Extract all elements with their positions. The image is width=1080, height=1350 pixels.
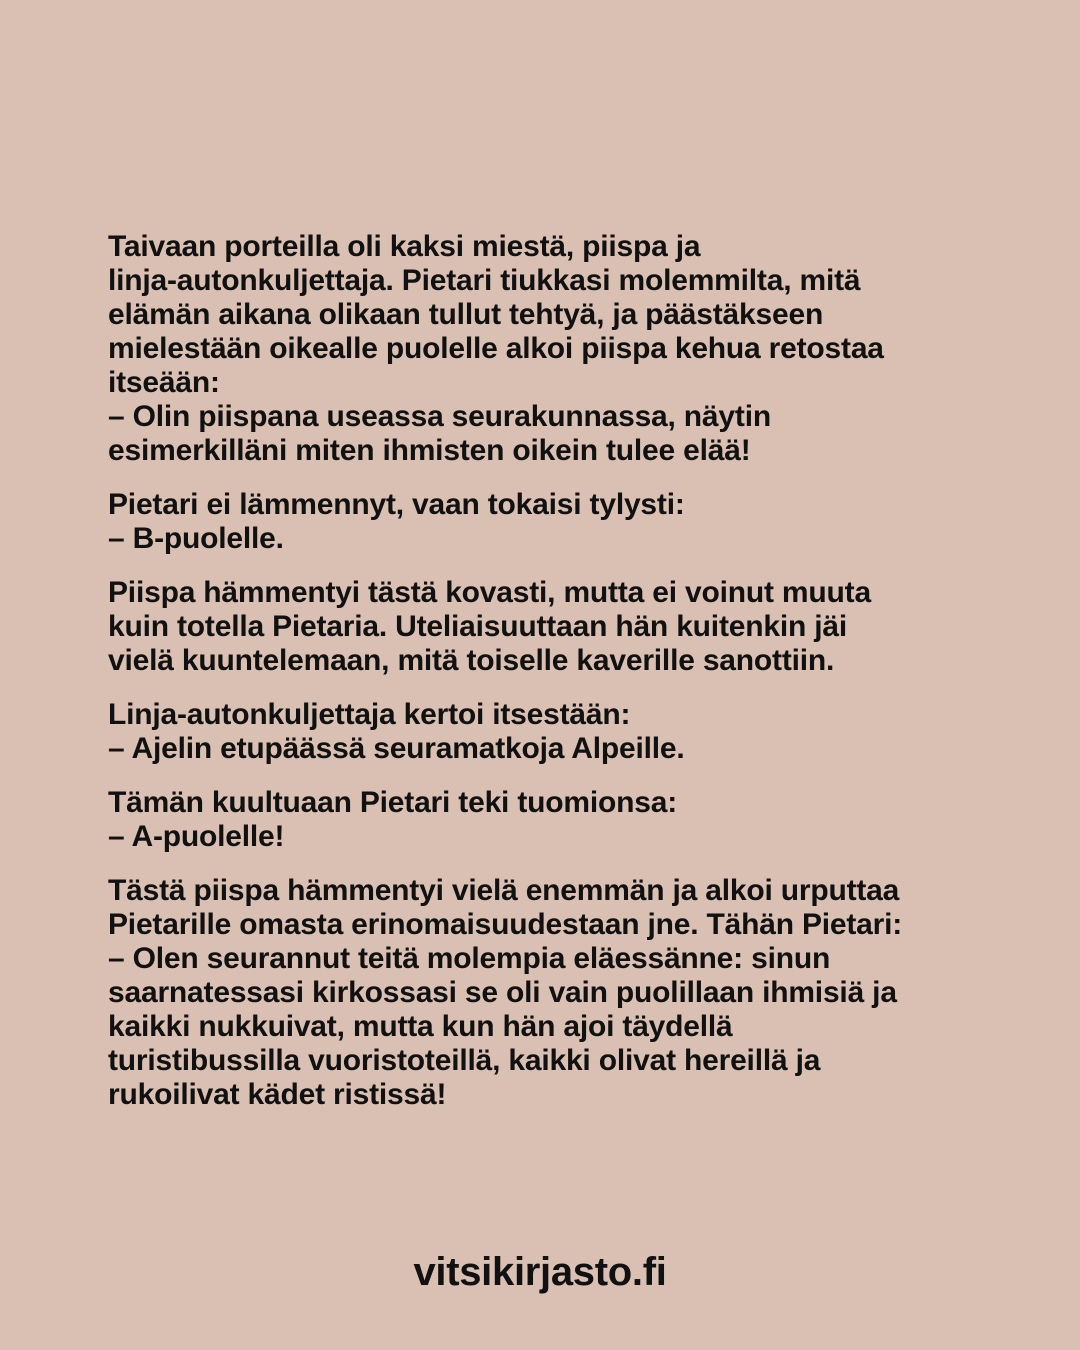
paragraph-5 bbox=[108, 786, 988, 854]
text-line: rukoilivat kädet ristissä! bbox=[108, 1078, 447, 1111]
text-line: Linja-autonkuljettaja kertoi itsestään: bbox=[108, 698, 631, 731]
text-line: – B-puolelle. bbox=[108, 522, 284, 555]
text-line: saarnatessasi kirkossasi se oli vain puolillaan ihmisiä ja bbox=[108, 976, 897, 1009]
text-line: Tämän kuultuaan Pietari teki tuomionsa: bbox=[108, 786, 677, 819]
text-line: esimerkilläni miten ihmisten oikein tulee elää! bbox=[108, 434, 751, 467]
text-line: Taivaan porteilla oli kaksi miestä, piispa ja bbox=[108, 230, 701, 263]
text-line: – A-puolelle! bbox=[108, 820, 285, 853]
text-line: – Ajelin etupäässä seuramatkoja Alpeille. bbox=[108, 732, 685, 765]
paragraph-4 bbox=[108, 698, 988, 766]
paragraph-6 bbox=[108, 874, 988, 1112]
paragraph-2 bbox=[108, 488, 988, 556]
text-line: linja-autonkuljettaja. Pietari tiukkasi molemmilta, mitä bbox=[108, 264, 861, 297]
text-line: – Olen seurannut teitä molempia eläessänne: sinun bbox=[108, 942, 831, 975]
text-line: Piispa hämmentyi tästä kovasti, mutta ei voinut muuta bbox=[108, 576, 871, 609]
text-line: – Olin piispana useassa seurakunnassa, näytin bbox=[108, 400, 771, 433]
text-line: vielä kuuntelemaan, mitä toiselle kaverille sanottiin. bbox=[108, 644, 835, 677]
text-line: kaikki nukkuivat, mutta kun hän ajoi täydellä bbox=[108, 1010, 733, 1043]
paragraph-1 bbox=[108, 230, 988, 468]
site-name: vitsikirjasto.fi bbox=[413, 1250, 667, 1294]
text-line: Pietarille omasta erinomaisuudestaan jne. Tähän Pietari: bbox=[108, 908, 903, 941]
text-line: kuin totella Pietaria. Uteliaisuuttaan hän kuitenkin jäi bbox=[108, 610, 847, 643]
text-line: Tästä piispa hämmentyi vielä enemmän ja alkoi urputtaa bbox=[108, 874, 900, 907]
joke-text bbox=[108, 230, 988, 1132]
text-line: Pietari ei lämmennyt, vaan tokaisi tylysti: bbox=[108, 488, 685, 521]
paragraph-3 bbox=[108, 576, 988, 678]
text-line: elämän aikana olikaan tullut tehtyä, ja päästäkseen bbox=[108, 298, 824, 331]
text-line: mielestään oikealle puolelle alkoi piispa kehua retostaa bbox=[108, 332, 884, 365]
text-line: turistibussilla vuoristoteillä, kaikki olivat hereillä ja bbox=[108, 1044, 821, 1077]
text-line: itseään: bbox=[108, 366, 220, 399]
